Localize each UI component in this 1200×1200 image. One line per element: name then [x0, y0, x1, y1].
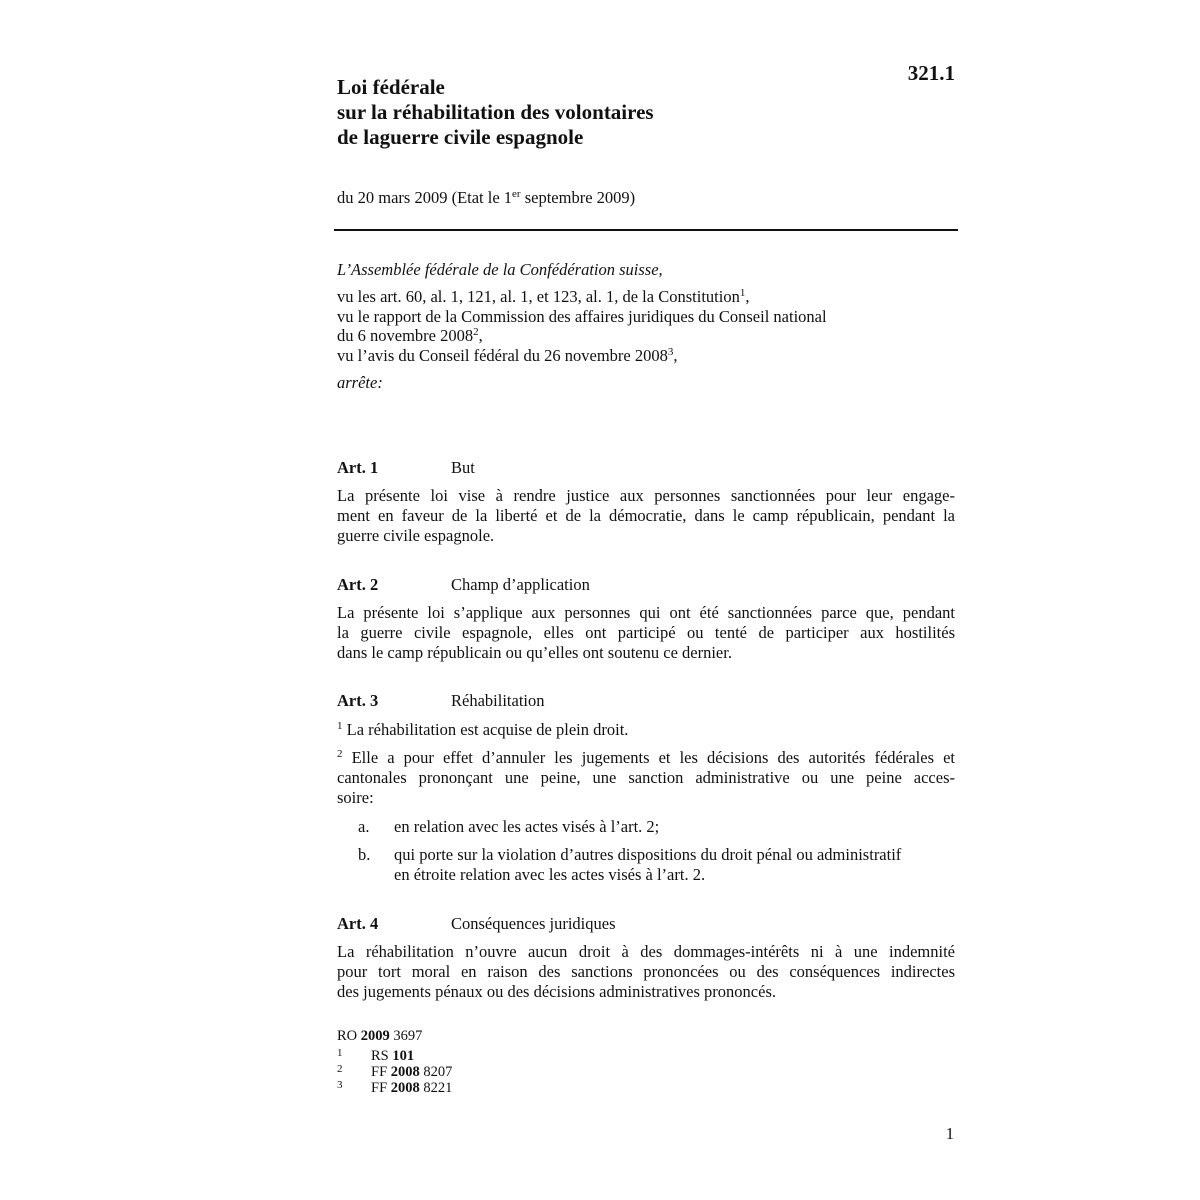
date-superscript: er [512, 188, 521, 200]
body-line: La présente loi s’applique aux personnes qui ont été sanctionnées parce que, pendant [337, 603, 955, 622]
footnote-text [371, 1048, 414, 1064]
footnote-suffix: 8207 [419, 1064, 453, 1080]
preamble-authority: L’Assemblée fédérale de la Confédération suisse, [337, 260, 663, 279]
preamble-punct: , [478, 326, 483, 345]
ro-reference [337, 1027, 422, 1045]
body-line: ment en faveur de la liberté et de la démocratie, dans le camp républicain, pendant la [337, 506, 955, 525]
body-line: La présente loi vise à rendre justice aux personnes sanctionnées pour leur engage- [337, 486, 955, 505]
article-title: But [451, 458, 475, 477]
title-line: Loi fédérale [337, 75, 445, 99]
article-title: Champ d’application [451, 575, 590, 594]
article-3-paragraph-1 [337, 720, 628, 740]
list-item-text: en étroite relation avec les actes visés à l’art. 2. [394, 865, 706, 884]
body-line: guerre civile espagnole. [337, 526, 495, 545]
footnote-text [371, 1080, 452, 1096]
footnote-number: 1 [337, 1047, 343, 1059]
footnote-prefix: FF [371, 1064, 391, 1080]
footnote-ref-link[interactable]: 2 [473, 326, 479, 338]
preamble-line [337, 326, 483, 346]
article-number: Art. 3 [337, 691, 379, 710]
preamble-line: vu le rapport de la Commission des affaires juridiques du Conseil national [337, 307, 827, 326]
list-item-text: qui porte sur la violation d’autres dispositions du droit pénal ou administratif [394, 845, 902, 864]
footnote-bold: 2008 [390, 1064, 420, 1080]
footnote-prefix: RS [371, 1048, 393, 1064]
header-rule [334, 229, 958, 231]
body-line: soire: [337, 788, 374, 807]
preamble-text: du 6 novembre 2008 [337, 326, 474, 345]
body-line: la guerre civile espagnole, elles ont participé ou tenté de participer aux hostilités [337, 623, 955, 642]
body-line: pour tort moral en raison des sanctions prononcées ou des conséquences indirectes [337, 962, 955, 981]
article-number: Art. 4 [337, 914, 379, 933]
preamble-line [337, 346, 677, 366]
ro-page: 3697 [389, 1028, 423, 1044]
article-1-body [337, 486, 955, 546]
body-line: cantonales prononçant une peine, une sanction administrative ou une peine acces- [337, 768, 955, 787]
title-line: sur la réhabilitation des volontaires [337, 100, 654, 124]
preamble-decree: arrête: [337, 373, 383, 392]
article-title: Réhabilitation [451, 691, 545, 710]
paragraph-number: 1 [337, 720, 343, 732]
ro-year: 2009 [360, 1028, 390, 1044]
article-title: Conséquences juridiques [451, 914, 616, 933]
date-suffix: septembre 2009) [520, 188, 636, 207]
preamble-line [337, 287, 749, 307]
article-2-body [337, 603, 955, 663]
footnote-bold: 2008 [390, 1080, 420, 1096]
list-item-letter: a. [358, 817, 370, 836]
footnote-ref-link[interactable]: 3 [667, 346, 674, 358]
preamble-text: vu l’avis du Conseil fédéral du 26 novembre 2008 [337, 346, 668, 365]
footnote-suffix: 8221 [419, 1080, 453, 1096]
footnote-number: 3 [337, 1079, 343, 1091]
body-line [337, 748, 955, 768]
paragraph-text: Elle a pour effet d’annuler les jugements et les décisions des autorités fédérales et [342, 748, 955, 767]
date-prefix: du 20 mars 2009 (Etat le 1 [337, 188, 513, 207]
article-number: Art. 1 [337, 458, 379, 477]
document-date [337, 188, 635, 208]
paragraph-text: La réhabilitation est acquise de plein droit. [342, 720, 629, 739]
paragraph-number: 2 [337, 748, 343, 760]
footnote-ref-link[interactable]: 1 [739, 287, 746, 299]
list-item-letter: b. [358, 845, 371, 864]
preamble-punct: , [745, 287, 750, 306]
body-line: La réhabilitation n’ouvre aucun droit à des dommages-intérêts ni à une indemnité [337, 942, 955, 961]
title-line: de laguerre civile espagnole [337, 125, 584, 149]
footnote-prefix: FF [371, 1080, 391, 1096]
article-4-body [337, 942, 955, 1002]
ro-prefix: RO [337, 1028, 361, 1044]
footnote-number: 2 [337, 1063, 343, 1075]
sr-number: 321.1 [907, 61, 955, 85]
article-3-paragraph-2 [337, 748, 955, 808]
preamble-punct: , [673, 346, 678, 365]
body-line: dans le camp républicain ou qu’elles ont soutenu ce dernier. [337, 643, 732, 662]
preamble-text: vu les art. 60, al. 1, 121, al. 1, et 123, al. 1, de la Constitution [337, 287, 740, 306]
document-title [337, 75, 654, 150]
page-number: 1 [945, 1124, 954, 1143]
list-item-text: en relation avec les actes visés à l’art. 2; [394, 817, 660, 836]
footnote-bold: 101 [392, 1048, 415, 1064]
footnote-text [371, 1064, 452, 1080]
article-number: Art. 2 [337, 575, 379, 594]
body-line: des jugements pénaux ou des décisions administratives prononcés. [337, 982, 776, 1001]
